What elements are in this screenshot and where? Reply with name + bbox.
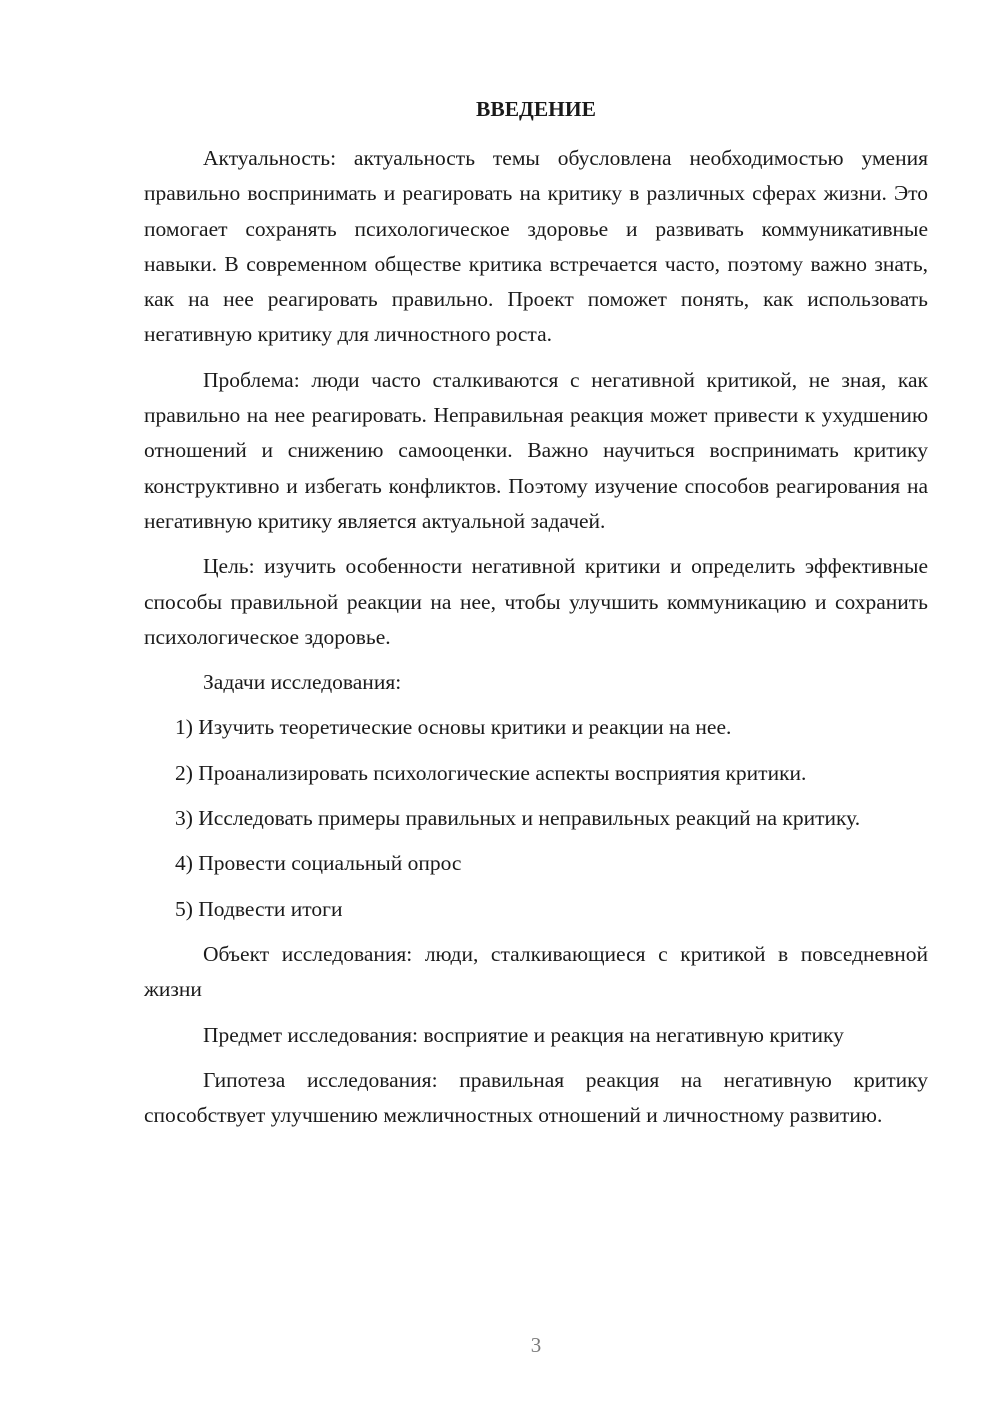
task-item-3: 3) Исследовать примеры правильных и неправильных реакций на критику. (175, 806, 861, 831)
task-item-5: 5) Подвести итоги (175, 896, 343, 921)
task-item-1: 1) Изучить теоретические основы критики и реакции на нее. (175, 715, 732, 740)
page-number: 3 (530, 1333, 542, 1357)
relevance-paragraph: Актуальность: актуальность темы обусловлена необходимостью умения правильно воспринимать и реагировать на критику в различных сферах жизни. Это помогает сохранять психологическое здоровье и развивать коммуникативные навыки. В современном обществе критика встречается часто, поэтому важно знать, как на нее реагировать правильно. Проект поможет понять, как использовать негативную критику для личностного роста. (144, 146, 928, 347)
object-paragraph: Объект исследования: люди, сталкивающиеся с критикой в повседневной жизни (144, 941, 928, 1002)
hypothesis-paragraph: Гипотеза исследования: правильная реакция на негативную критику способствует улучшению межличностных отношений и личностному развитию. (144, 1067, 928, 1128)
tasks-heading: Задачи исследования: (203, 670, 402, 695)
goal-paragraph: Цель: изучить особенности негативной критики и определить эффективные способы правильной реакции на нее, чтобы улучшить коммуникацию и сохранить психологическое здоровье. (144, 554, 928, 649)
task-item-4: 4) Провести социальный опрос (175, 851, 462, 876)
section-title: ВВЕДЕНИЕ (476, 97, 596, 121)
problem-paragraph: Проблема: люди часто сталкиваются с негативной критикой, не зная, как правильно на нее реагировать. Неправильная реакция может привести к ухудшению отношений и снижению самооценки. Важно научиться воспринимать критику конструктивно и избегать конфликтов. Поэтому изучение способов реагирования на негативную критику является актуальной задачей. (144, 367, 928, 533)
document-page (144, 92, 928, 1143)
task-item-2: 2) Проанализировать психологические аспекты восприятия критики. (175, 760, 807, 785)
subject-paragraph: Предмет исследования: восприятие и реакция на негативную критику (203, 1022, 844, 1047)
